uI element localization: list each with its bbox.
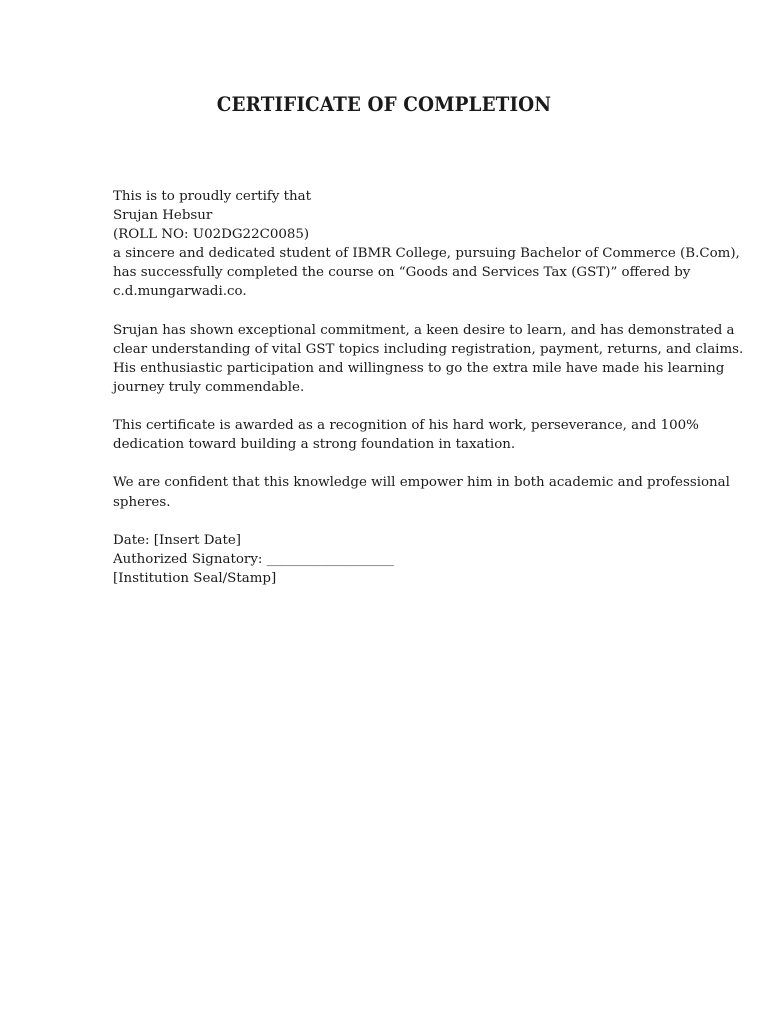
paragraph-line: journey truly commendable. xyxy=(113,379,305,395)
certificate-title: CERTIFICATE OF COMPLETION xyxy=(216,92,552,116)
intro-paragraph xyxy=(113,187,740,302)
intro-line: a sincere and dedicated student of IBMR College, pursuing Bachelor of Commerce (B.Com), xyxy=(113,246,740,262)
intro-line: c.d.mungarwadi.co. xyxy=(113,284,247,300)
confidence-paragraph xyxy=(113,473,730,511)
certificate-body xyxy=(113,187,744,588)
paragraph-line: This certificate is awarded as a recognition of his hard work, perseverance, and 100% xyxy=(113,418,699,434)
paragraph-line: We are confident that this knowledge will empower him in both academic and professional xyxy=(113,475,730,491)
footer-block xyxy=(113,531,673,588)
intro-line: has successfully completed the course on “Goods and Services Tax (GST)” offered by xyxy=(113,265,691,281)
paragraph-line: dedication toward building a strong foundation in taxation. xyxy=(113,437,516,453)
commitment-paragraph xyxy=(113,321,744,397)
signatory-line: Authorized Signatory: ___________________ xyxy=(113,551,394,567)
roll-number: (ROLL NO: U02DG22C0085) xyxy=(113,227,310,243)
student-name: Srujan Hebsur xyxy=(113,208,213,224)
paragraph-line: spheres. xyxy=(113,494,171,510)
paragraph-gap xyxy=(113,454,673,473)
paragraph-gap xyxy=(113,397,673,416)
date-line: Date: [Insert Date] xyxy=(113,532,242,548)
intro-line: This is to proudly certify that xyxy=(113,189,312,204)
paragraph-gap xyxy=(113,302,673,321)
seal-line: [Institution Seal/Stamp] xyxy=(113,570,277,586)
paragraph-line: clear understanding of vital GST topics including registration, payment, returns, and claims. xyxy=(113,341,744,357)
paragraph-line: His enthusiastic participation and willingness to go the extra mile have made his learning xyxy=(113,360,725,376)
recognition-paragraph xyxy=(113,416,699,454)
paragraph-line: Srujan has shown exceptional commitment, a keen desire to learn, and has demonstrated a xyxy=(113,322,735,338)
paragraph-gap xyxy=(113,512,673,531)
